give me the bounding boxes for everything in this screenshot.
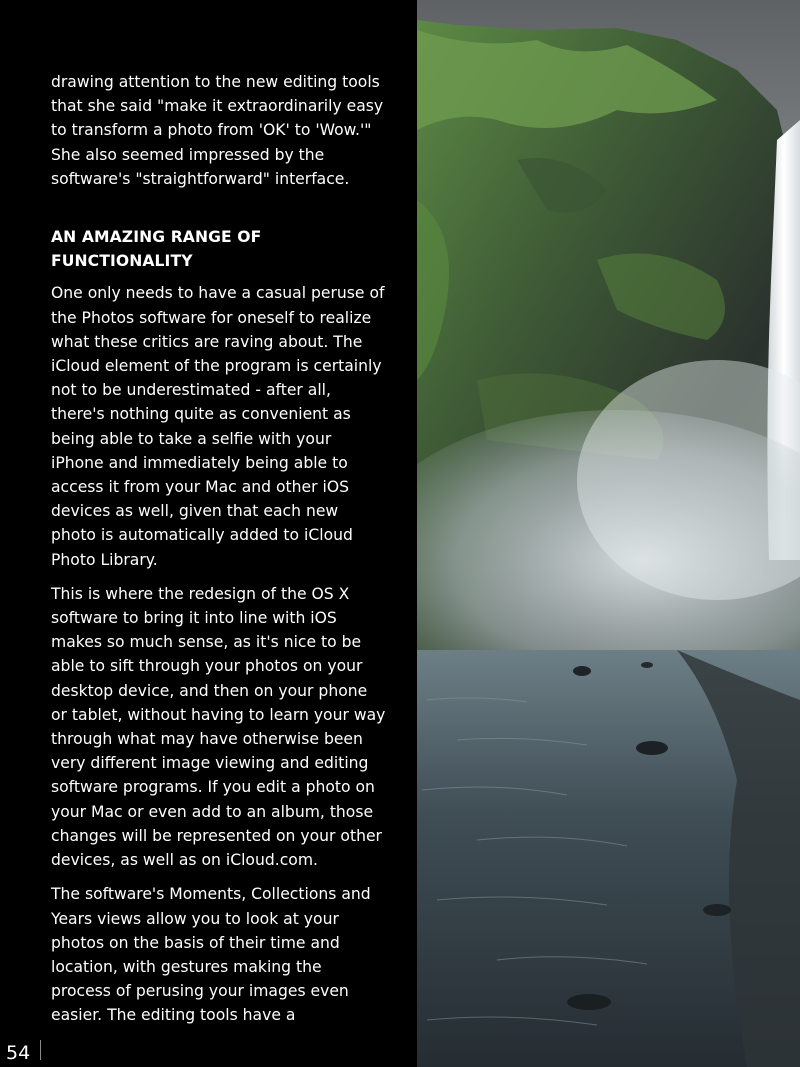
- body-paragraph-2: This is where the redesign of the OS X software to bring it into line with iOS makes so much sense, as it's nice to be able to sift through your photos on your desktop device, and then on your phone or tablet, without having to learn your way through what may have otherwise been very different image viewing and editing software programs. If you edit a photo on your Mac or even add to an album, those changes will be represented on your other devices, as well as on iCloud.com.: [51, 584, 386, 870]
- lead-paragraph: drawing attention to the new editing tools that she said "make it extraordinarily easy to transform a photo from 'OK' to 'Wow.'" She also seemed impressed by the software's "straightforward" interface.: [51, 73, 384, 188]
- body-paragraph-3: The software's Moments, Collections and Years views allow you to look at your photos on the basis of their time and location, with gestures making the process of perusing your images even easier. The editing tools have a: [51, 885, 371, 1025]
- page-number: 54: [6, 1042, 31, 1064]
- article-body: [51, 70, 386, 1038]
- folio-divider: [40, 1040, 41, 1060]
- waterfall-photo: [417, 0, 800, 1067]
- section-heading-line-1: AN AMAZING RANGE OF: [51, 228, 262, 247]
- body-paragraph-1: One only needs to have a casual peruse of the Photos software for oneself to realize what these critics are raving about. The iCloud element of the program is certainly not to be underestimated - after all, there's nothing quite as convenient as being able to take a selfie with your iPhone and immediately being able to access it from your Mac and other iOS devices as well, given that each new photo is automatically added to iCloud Photo Library.: [51, 284, 385, 569]
- section-heading-line-2: FUNCTIONALITY: [51, 252, 193, 271]
- section-heading: [51, 225, 386, 273]
- waterfall-photo-graphic: [417, 0, 800, 1067]
